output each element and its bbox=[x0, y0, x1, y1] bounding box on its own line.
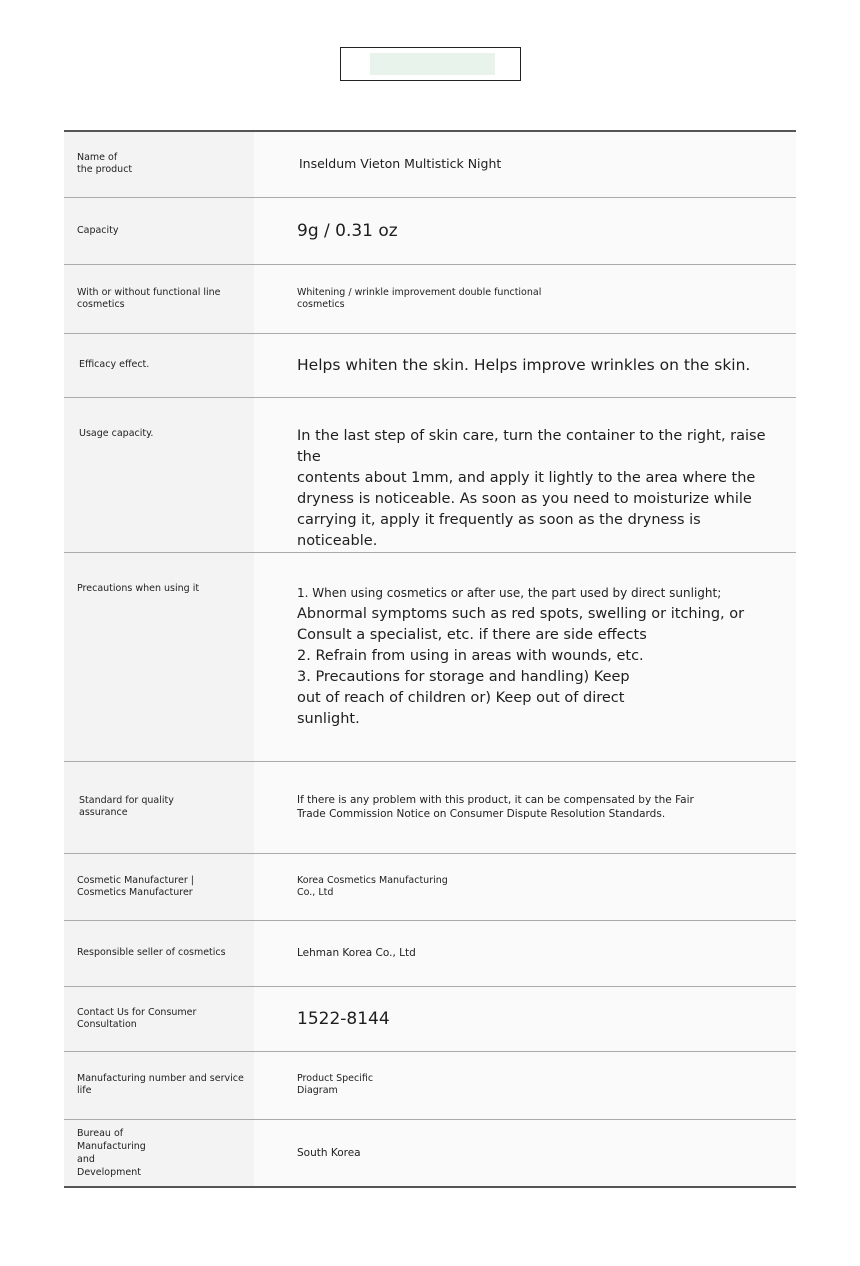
row-value bbox=[254, 1119, 796, 1187]
row-label bbox=[64, 131, 254, 197]
table-row-usage bbox=[64, 397, 796, 552]
label-line: Consultation bbox=[77, 1018, 137, 1030]
row-label bbox=[64, 552, 254, 761]
label-line: cosmetics bbox=[77, 298, 125, 310]
value-line: cosmetics bbox=[297, 298, 345, 310]
value-line: If there is any problem with this product, it can be compensated by the Fair bbox=[297, 794, 694, 806]
value-line: Co., Ltd bbox=[297, 886, 334, 898]
value-line: South Korea bbox=[297, 1146, 361, 1159]
product-info-table bbox=[64, 130, 796, 1188]
label-line: Cosmetic Manufacturer | bbox=[77, 874, 194, 886]
value-line: sunlight. bbox=[297, 710, 360, 727]
table-row-contact bbox=[64, 986, 796, 1051]
value-line: dryness is noticeable. As soon as you need to moisturize while bbox=[297, 490, 752, 507]
row-label bbox=[64, 1119, 254, 1187]
value-line: Inseldum Vieton Multistick Night bbox=[299, 156, 502, 172]
label-line: With or without functional line bbox=[77, 286, 221, 298]
row-label bbox=[64, 264, 254, 333]
value-line: 2. Refrain from using in areas with wounds, etc. bbox=[297, 647, 644, 664]
value-line: 3. Precautions for storage and handling) Keep bbox=[297, 668, 630, 685]
table-row-precautions bbox=[64, 552, 796, 761]
table-row-manufacturing-number bbox=[64, 1051, 796, 1119]
title-box bbox=[340, 47, 521, 81]
row-label bbox=[64, 1051, 254, 1119]
row-value bbox=[254, 197, 796, 264]
value-line: Lehman Korea Co., Ltd bbox=[297, 947, 416, 959]
table-row-manufacturer bbox=[64, 853, 796, 920]
table-row-capacity bbox=[64, 197, 796, 264]
row-label bbox=[64, 197, 254, 264]
label-line: Standard for quality bbox=[79, 795, 174, 806]
label-line: assurance bbox=[79, 807, 128, 818]
table-row-functional-cosmetics bbox=[64, 264, 796, 333]
row-value bbox=[254, 264, 796, 333]
label-line: Bureau of bbox=[77, 1127, 124, 1139]
label-line: Name of bbox=[77, 152, 118, 164]
title-box-highlight bbox=[370, 53, 495, 75]
row-label bbox=[64, 333, 254, 397]
value-line: 9g / 0.31 oz bbox=[297, 220, 398, 241]
value-line: In the last step of skin care, turn the container to the right, raise the bbox=[297, 427, 766, 465]
value-line: out of reach of children or) Keep out of direct bbox=[297, 689, 625, 706]
value-line: Diagram bbox=[297, 1085, 338, 1096]
label-line: Manufacturing bbox=[77, 1140, 146, 1152]
row-value bbox=[254, 1051, 796, 1119]
value-line: Helps whiten the skin. Helps improve wrinkles on the skin. bbox=[297, 355, 751, 374]
value-line: Whitening / wrinkle improvement double functional bbox=[297, 286, 542, 298]
row-value bbox=[254, 552, 796, 761]
row-value bbox=[254, 131, 796, 197]
row-value bbox=[254, 920, 796, 986]
table-row-seller bbox=[64, 920, 796, 986]
table-row-origin bbox=[64, 1119, 796, 1187]
value-line: 1. When using cosmetics or after use, the part used by direct sunlight; bbox=[297, 585, 722, 600]
label-line: Capacity bbox=[77, 224, 119, 236]
value-line: Consult a specialist, etc. if there are side effects bbox=[297, 626, 647, 643]
value-line: Trade Commission Notice on Consumer Dispute Resolution Standards. bbox=[297, 808, 666, 820]
label-line: Efficacy effect. bbox=[79, 359, 150, 370]
label-line: Responsible seller of cosmetics bbox=[77, 947, 226, 958]
label-line: Usage capacity. bbox=[79, 427, 154, 439]
value-line: 1522-8144 bbox=[297, 1008, 390, 1029]
row-value bbox=[254, 333, 796, 397]
label-line: Cosmetics Manufacturer bbox=[77, 886, 193, 898]
value-line: carrying it, apply it frequently as soon as the dryness is noticeable. bbox=[297, 511, 701, 549]
label-line: and bbox=[77, 1153, 95, 1165]
value-line: contents about 1mm, and apply it lightly to the area where the bbox=[297, 469, 756, 486]
label-line: Manufacturing number and service life bbox=[77, 1073, 244, 1096]
value-line: Product Specific bbox=[297, 1073, 374, 1084]
table-row-quality-assurance bbox=[64, 761, 796, 853]
row-label bbox=[64, 853, 254, 920]
row-label bbox=[64, 986, 254, 1051]
row-label bbox=[64, 920, 254, 986]
value-line: Korea Cosmetics Manufacturing bbox=[297, 874, 448, 886]
label-line: Contact Us for Consumer bbox=[77, 1006, 197, 1018]
table-row-efficacy bbox=[64, 333, 796, 397]
row-label bbox=[64, 397, 254, 552]
value-line: Abnormal symptoms such as red spots, swelling or itching, or bbox=[297, 605, 745, 622]
row-label bbox=[64, 761, 254, 853]
label-line: the product bbox=[77, 164, 133, 176]
row-value bbox=[254, 761, 796, 853]
row-value bbox=[254, 853, 796, 920]
row-value bbox=[254, 986, 796, 1051]
table-row-product-name bbox=[64, 131, 796, 197]
row-value bbox=[254, 397, 796, 552]
label-line: Development bbox=[77, 1166, 141, 1178]
label-line: Precautions when using it bbox=[77, 582, 200, 594]
